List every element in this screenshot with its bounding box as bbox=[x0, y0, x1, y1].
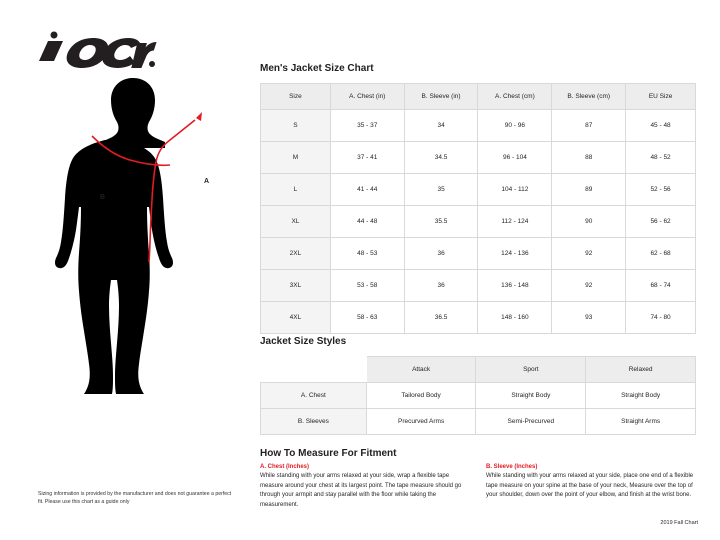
cell-sleeve-cm: 93 bbox=[552, 302, 626, 334]
cell-sport: Semi-Precurved bbox=[476, 409, 586, 435]
cell-size: 4XL bbox=[261, 302, 331, 334]
male-torso-diagram bbox=[20, 70, 250, 430]
column-header-attack: Attack bbox=[366, 357, 476, 383]
disclaimer-text: Sizing information is provided by the manufacturer and does not guarantee a perfect fit. Please use this chart as a guide only bbox=[38, 491, 232, 506]
cell-sleeve-in: 34.5 bbox=[404, 142, 478, 174]
cell-chest-cm: 148 - 160 bbox=[478, 302, 552, 334]
cell-eu-size: 52 - 56 bbox=[626, 174, 696, 206]
cell-sleeve-cm: 89 bbox=[552, 174, 626, 206]
left-panel bbox=[0, 0, 250, 540]
table-header-row bbox=[261, 84, 696, 110]
table-row bbox=[261, 270, 696, 302]
cell-eu-size: 74 - 80 bbox=[626, 302, 696, 334]
cell-size: XL bbox=[261, 206, 331, 238]
cell-sleeve-in: 36.5 bbox=[404, 302, 478, 334]
cell-size: L bbox=[261, 174, 331, 206]
cell-sleeve-in: 35.5 bbox=[404, 206, 478, 238]
column-header: A. Chest (cm) bbox=[478, 84, 552, 110]
column-header: B. Sleeve (cm) bbox=[552, 84, 626, 110]
cell-sleeve-in: 35 bbox=[404, 174, 478, 206]
cell-chest-in: 48 - 53 bbox=[330, 238, 404, 270]
cell-chest-cm: 136 - 148 bbox=[478, 270, 552, 302]
cell-sleeve-cm: 87 bbox=[552, 110, 626, 142]
row-label-chest: A. Chest bbox=[261, 383, 367, 409]
table-header-row bbox=[261, 357, 696, 383]
cell-chest-cm: 124 - 136 bbox=[478, 238, 552, 270]
jacket-size-styles-table bbox=[260, 356, 696, 435]
how-to-measure-columns bbox=[260, 464, 696, 511]
cell-attack: Tailored Body bbox=[366, 383, 476, 409]
column-header-relaxed: Relaxed bbox=[586, 357, 696, 383]
table-row bbox=[261, 206, 696, 238]
column-header-sport: Sport bbox=[476, 357, 586, 383]
cell-relaxed: Straight Body bbox=[586, 383, 696, 409]
cell-sport: Straight Body bbox=[476, 383, 586, 409]
cell-attack: Precurved Arms bbox=[366, 409, 476, 435]
cell-chest-cm: 90 - 96 bbox=[478, 110, 552, 142]
cell-chest-in: 41 - 44 bbox=[330, 174, 404, 206]
table-row bbox=[261, 174, 696, 206]
footer-chart-version: 2019 Fall Chart bbox=[660, 520, 698, 526]
cell-sleeve-cm: 92 bbox=[552, 270, 626, 302]
callout-label-a: A bbox=[204, 178, 210, 185]
cell-chest-in: 58 - 63 bbox=[330, 302, 404, 334]
table-row bbox=[261, 409, 696, 435]
table-row bbox=[261, 142, 696, 174]
cell-chest-in: 37 - 41 bbox=[330, 142, 404, 174]
how-to-measure-title: How To Measure For Fitment bbox=[260, 448, 397, 459]
cell-sleeve-cm: 88 bbox=[552, 142, 626, 174]
cell-chest-cm: 104 - 112 bbox=[478, 174, 552, 206]
measure-heading-chest: A. Chest (Inches) bbox=[260, 464, 310, 470]
cell-eu-size: 48 - 52 bbox=[626, 142, 696, 174]
cell-sleeve-cm: 92 bbox=[552, 238, 626, 270]
cell-sleeve-in: 36 bbox=[404, 238, 478, 270]
measure-heading-sleeve: B. Sleeve (Inches) bbox=[486, 464, 538, 470]
cell-eu-size: 56 - 62 bbox=[626, 206, 696, 238]
cell-chest-in: 44 - 48 bbox=[330, 206, 404, 238]
row-label-sleeves: B. Sleeves bbox=[261, 409, 367, 435]
table-row bbox=[261, 383, 696, 409]
column-header: EU Size bbox=[626, 84, 696, 110]
cell-sleeve-cm: 90 bbox=[552, 206, 626, 238]
size-chart-table bbox=[260, 83, 696, 334]
callout-label-b: B bbox=[100, 194, 106, 201]
column-header-blank bbox=[261, 357, 367, 383]
cell-relaxed: Straight Arms bbox=[586, 409, 696, 435]
cell-size: S bbox=[261, 110, 331, 142]
cell-sleeve-in: 34 bbox=[404, 110, 478, 142]
measure-text-chest: While standing with your arms relaxed at your side, wrap a flexible tape measure around your chest at its largest point. The tape measure should go through your armpit and stay parallel with the floor while taking the measurement. bbox=[260, 473, 462, 509]
cell-chest-cm: 112 - 124 bbox=[478, 206, 552, 238]
measure-column-sleeve bbox=[486, 464, 696, 511]
table-row bbox=[261, 110, 696, 142]
cell-chest-cm: 96 - 104 bbox=[478, 142, 552, 174]
table-row bbox=[261, 238, 696, 270]
column-header: A. Chest (in) bbox=[330, 84, 404, 110]
measure-text-sleeve: While standing with your arms relaxed at your side, place one end of a flexible tape measure on your spine at the base of your neck, Measure over the top of your shoulder, down over the point of your elbow, and finish at the wrist bone. bbox=[486, 473, 694, 499]
cell-chest-in: 35 - 37 bbox=[330, 110, 404, 142]
cell-chest-in: 53 - 58 bbox=[330, 270, 404, 302]
column-header: B. Sleeve (in) bbox=[404, 84, 478, 110]
cell-size: M bbox=[261, 142, 331, 174]
jacket-size-styles-title: Jacket Size Styles bbox=[260, 336, 347, 347]
cell-eu-size: 62 - 68 bbox=[626, 238, 696, 270]
cell-sleeve-in: 36 bbox=[404, 270, 478, 302]
right-panel bbox=[258, 0, 698, 540]
cell-eu-size: 68 - 74 bbox=[626, 270, 696, 302]
cell-size: 3XL bbox=[261, 270, 331, 302]
measure-column-chest bbox=[260, 464, 470, 511]
cell-eu-size: 45 - 48 bbox=[626, 110, 696, 142]
size-chart-title: Men's Jacket Size Chart bbox=[260, 63, 374, 74]
cell-size: 2XL bbox=[261, 238, 331, 270]
table-row bbox=[261, 302, 696, 334]
icon-brand-logo bbox=[38, 30, 158, 70]
column-header: Size bbox=[261, 84, 331, 110]
